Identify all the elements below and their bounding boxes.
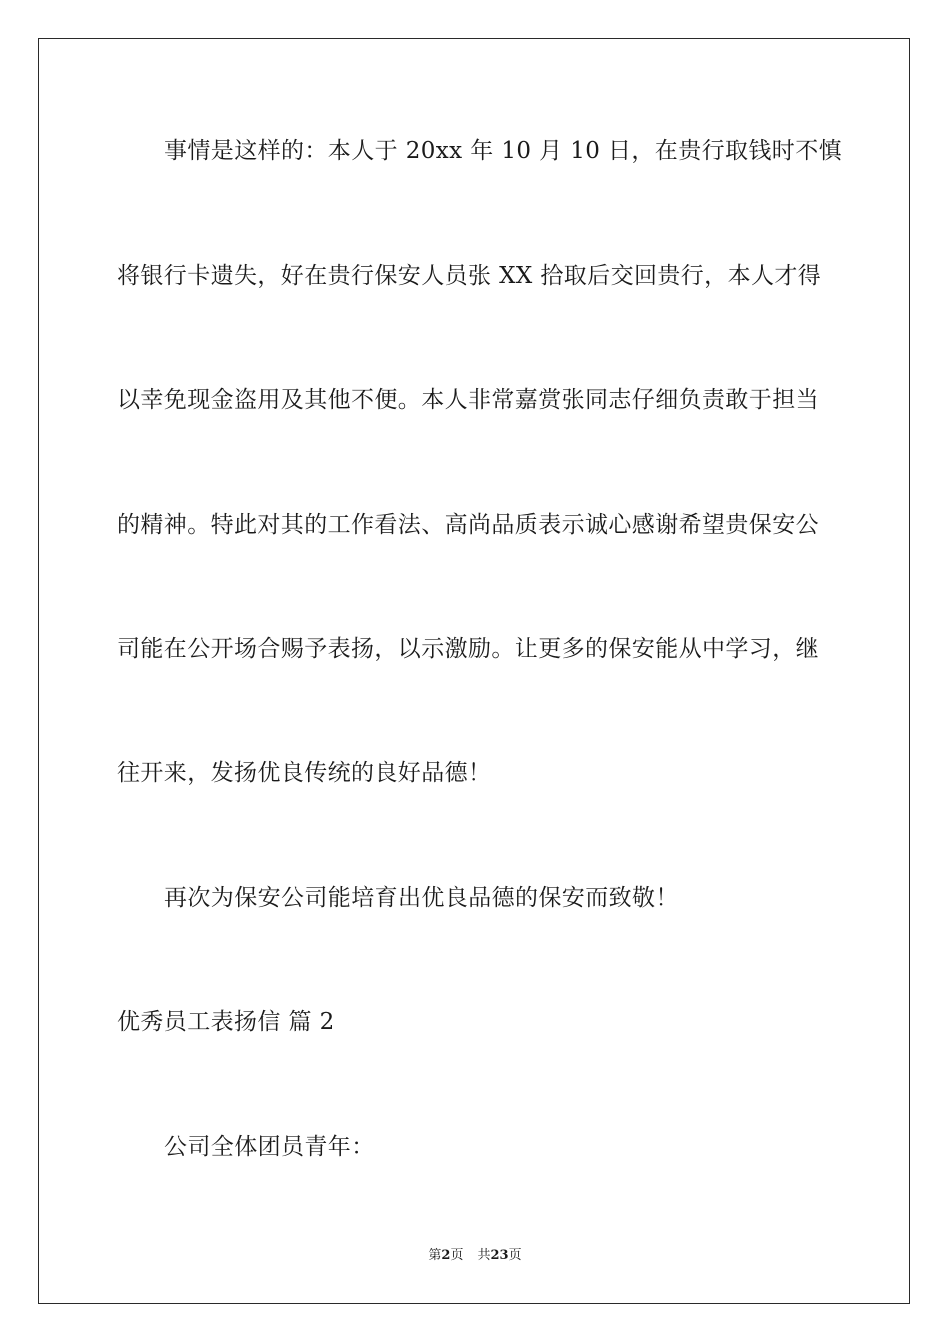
page-footer [0,1247,950,1265]
paragraph-line-4: 的精神。特此对其的工作看法、高尚品质表示诚心感谢希望贵保安公 [117,512,819,538]
footer-page-number: 2 [441,1248,451,1263]
page-frame [38,38,910,1304]
paragraph-line-5: 司能在公开场合赐予表扬，以示激励。让更多的保安能从中学习，继 [117,636,819,662]
section-heading: 优秀员工表扬信 篇 2 [117,1009,335,1035]
footer-page-prefix: 第 [428,1248,442,1263]
closing-line: 再次为保安公司能培育出优良品德的保安而致敬！ [164,885,679,911]
footer-total-pages: 23 [490,1248,509,1263]
footer-total-prefix: 共 [477,1248,491,1263]
footer-total-suffix: 页 [508,1248,522,1263]
paragraph-line-1: 事情是这样的：本人于 20xx 年 10 月 10 日，在贵行取钱时不慎 [164,138,843,164]
footer-page-suffix: 页 [450,1248,464,1263]
salutation-line: 公司全体团员青年： [164,1134,375,1160]
paragraph-line-3: 以幸免现金盗用及其他不便。本人非常嘉赏张同志仔细负责敢于担当 [117,387,819,413]
paragraph-line-6: 往开来，发扬优良传统的良好品德！ [117,760,492,786]
paragraph-line-2: 将银行卡遗失，好在贵行保安人员张 XX 拾取后交回贵行，本人才得 [117,263,822,289]
